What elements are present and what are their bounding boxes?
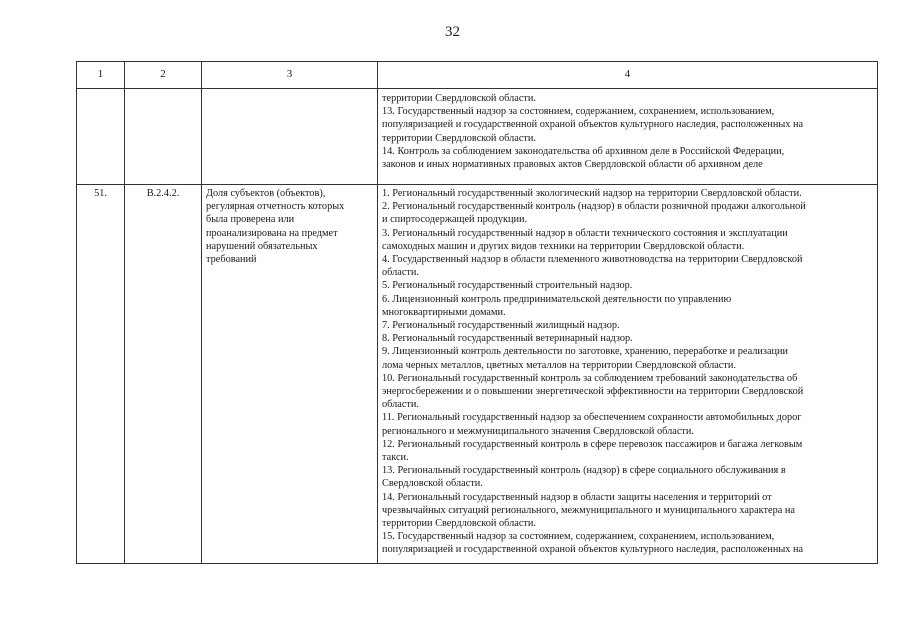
text-line: Свердловской области. — [382, 478, 483, 490]
row-number: 51. — [77, 185, 125, 564]
text-line: области. — [382, 267, 419, 279]
text-line: нарушений обязательных — [206, 240, 318, 252]
text-line: 13. Региональный государственный контроль (надзор) в сфере социального обслуживания в — [382, 465, 786, 477]
text-line: 10. Региональный государственный контроль за соблюдением требований законодательства об — [382, 372, 798, 384]
text-line: многоквартирными домами. — [382, 306, 506, 318]
text-line: территории Свердловской области. — [382, 132, 536, 144]
text-line: требований — [206, 254, 257, 266]
text-line: территории Свердловской области. — [382, 93, 536, 104]
indicator-code: B.2.4.2. — [125, 185, 202, 564]
empty-cell — [125, 89, 202, 185]
text-line: 8. Региональный государственный ветеринарный надзор. — [382, 333, 633, 345]
table-row — [77, 185, 878, 564]
text-line: 1. Региональный государственный экологический надзор на территории Свердловской области. — [382, 188, 802, 199]
text-line: популяризацией и государственной охраной объектов культурного наследия, расположенных на — [382, 119, 804, 131]
text-line: 11. Региональный государственный надзор за обеспечением сохранности автомобильных дорог — [382, 412, 802, 424]
indicators-table — [76, 61, 878, 564]
text-line: области. — [382, 399, 419, 411]
text-line: законов и иных нормативных правовых актов Свердловской области об архивном деле — [382, 159, 763, 171]
column-header-2: 2 — [125, 62, 202, 89]
text-line: 13. Государственный надзор за состоянием, содержанием, сохранением, использованием, — [382, 106, 775, 118]
text-line: популяризацией и государственной охраной объектов культурного наследия, расположенных на — [382, 544, 804, 556]
text-line: была проверена или — [206, 214, 295, 226]
indicator-description — [202, 185, 378, 564]
text-line: 12. Региональный государственный контроль в сфере перевозок пассажиров и багажа легковым — [382, 438, 803, 450]
text-line: 4. Государственный надзор в области племенного животноводства на территории Свердловской — [382, 254, 803, 266]
table-row — [77, 89, 878, 185]
text-line: 6. Лицензионный контроль предпринимательской деятельности по управлению — [382, 293, 732, 305]
text-line: лома черных металлов, цветных металлов на территории Свердловской области. — [382, 359, 736, 371]
text-line: энергосбережении и о повышении энергетической эффективности на территории Свердловской — [382, 386, 804, 398]
text-line: проанализирована на предмет — [206, 227, 338, 239]
continuation-cell — [378, 89, 878, 185]
text-line: 14. Контроль за соблюдением законодательства об архивном деле в Российской Федерации, — [382, 145, 785, 157]
table-header-row — [77, 62, 878, 89]
column-header-4: 4 — [378, 62, 878, 89]
page-number: 32 — [445, 24, 460, 40]
text-line: 2. Региональный государственный контроль (надзор) в области розничной продажи алкогольной — [382, 201, 806, 213]
text-line: 15. Государственный надзор за состоянием, содержанием, сохранением, использованием, — [382, 531, 775, 543]
control-types-list — [378, 185, 878, 564]
text-line: 3. Региональный государственный надзор в области технического состояния и эксплуатации — [382, 227, 788, 239]
text-line: регулярная отчетность которых — [206, 201, 345, 213]
text-line: 7. Региональный государственный жилищный надзор. — [382, 320, 620, 332]
column-header-3: 3 — [202, 62, 378, 89]
text-line: регионального и межмуниципального значения Свердловской области. — [382, 425, 694, 437]
text-line: 5. Региональный государственный строительный надзор. — [382, 280, 633, 292]
text-line: Доля субъектов (объектов), — [206, 188, 326, 199]
text-line: самоходных машин и других видов техники на территории Свердловской области. — [382, 240, 745, 252]
empty-cell — [202, 89, 378, 185]
text-line: территории Свердловской области. — [382, 518, 536, 530]
text-line: и спиртосодержащей продукции. — [382, 214, 528, 226]
text-line: 9. Лицензионный контроль деятельности по заготовке, хранению, переработке и реализации — [382, 346, 789, 358]
text-line: 14. Региональный государственный надзор в области защиты населения и территорий от — [382, 491, 772, 503]
text-line: чрезвычайных ситуаций регионального, межмуниципального и муниципального характера на — [382, 504, 795, 516]
text-line: такси. — [382, 452, 409, 464]
empty-cell — [77, 89, 125, 185]
column-header-1: 1 — [77, 62, 125, 89]
